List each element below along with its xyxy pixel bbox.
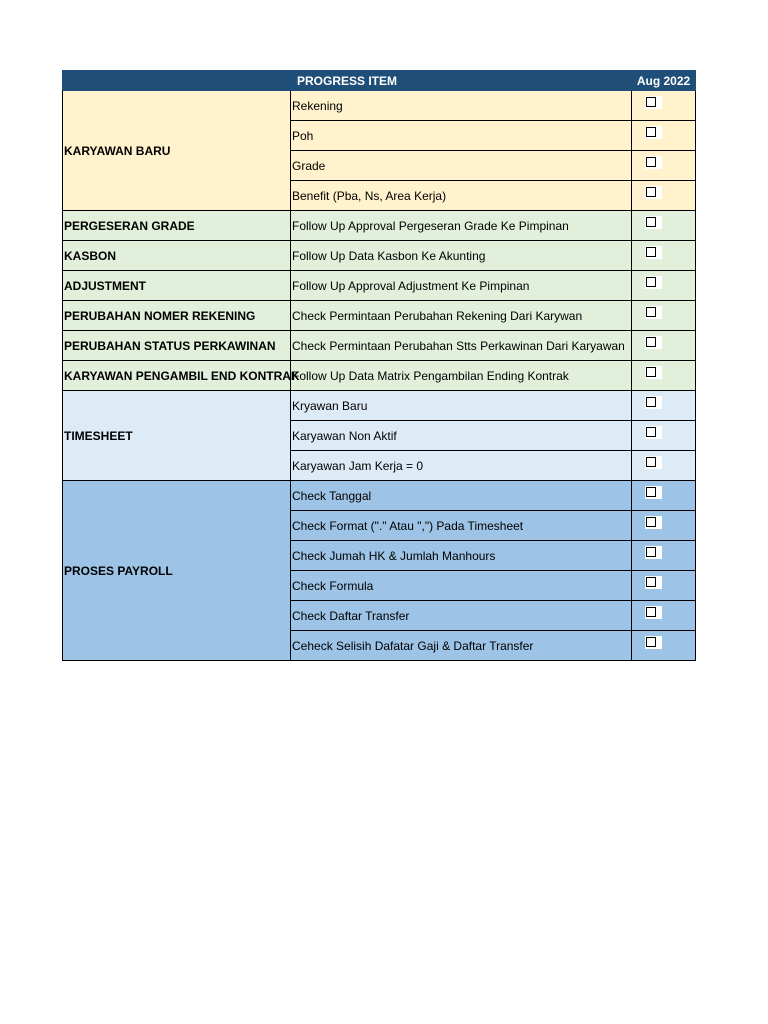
checkbox[interactable] [646,517,656,527]
checkbox-wrapper [645,426,662,439]
checkbox-wrapper [645,486,662,499]
table-row [63,91,696,121]
status-cell [632,511,696,541]
progress-item-label: Follow Up Data Kasbon Ke Akunting [291,241,632,271]
checkbox-wrapper [645,126,662,139]
checkbox[interactable] [646,457,656,467]
table-row [63,331,696,361]
header-row [63,71,696,91]
checkbox-wrapper [645,96,662,109]
progress-item-label: Check Daftar Transfer [291,601,632,631]
progress-item-label: Rekening [291,91,632,121]
progress-item-label: Kryawan Baru [291,391,632,421]
checkbox[interactable] [646,157,656,167]
table-row [63,481,696,511]
checkbox-wrapper [645,606,662,619]
category-label: PERUBAHAN NOMER REKENING [64,308,256,323]
table-row [63,271,696,301]
status-cell [632,361,696,391]
checkbox[interactable] [646,607,656,617]
progress-item-label: Follow Up Approval Pergeseran Grade Ke Pimpinan [291,211,632,241]
table-row [63,241,696,271]
checkbox[interactable] [646,367,656,377]
category-cell [63,301,291,331]
status-cell [632,331,696,361]
checkbox-wrapper [645,246,662,259]
category-label: ADJUSTMENT [64,278,147,293]
progress-item-label: Check Jumah HK & Jumlah Manhours [291,541,632,571]
progress-item-label: Check Tanggal [291,481,632,511]
status-cell [632,451,696,481]
status-cell [632,391,696,421]
checkbox[interactable] [646,337,656,347]
category-label: PERGESERAN GRADE [64,218,195,233]
checkbox[interactable] [646,427,656,437]
category-label: KASBON [64,248,117,263]
checkbox[interactable] [646,547,656,557]
status-cell [632,541,696,571]
progress-item-label: Poh [291,121,632,151]
checkbox-wrapper [645,636,662,649]
status-cell [632,301,696,331]
checkbox[interactable] [646,307,656,317]
checkbox-wrapper [645,306,662,319]
progress-item-label: Check Permintaan Perubahan Rekening Dari Karywan [291,301,632,331]
status-cell [632,181,696,211]
status-cell [632,571,696,601]
status-cell [632,121,696,151]
table-row [63,361,696,391]
checkbox-wrapper [645,276,662,289]
status-cell [632,421,696,451]
progress-item-label: Check Permintaan Perubahan Stts Perkawinan Dari Karyawan [291,331,632,361]
progress-item-label: Karyawan Jam Kerja = 0 [291,451,632,481]
status-cell [632,601,696,631]
category-label: TIMESHEET [64,428,133,443]
checkbox-wrapper [645,516,662,529]
checkbox[interactable] [646,487,656,497]
status-cell [632,271,696,301]
checkbox[interactable] [646,247,656,257]
status-cell [632,151,696,181]
progress-item-header: PROGRESS ITEM [63,71,632,91]
checkbox-wrapper [645,336,662,349]
category-cell [63,91,291,211]
progress-table [62,70,696,661]
status-cell [632,631,696,661]
category-cell [63,361,300,391]
status-cell [632,91,696,121]
category-label: KARYAWAN BARU [64,143,171,158]
progress-item-label: Check Formula [291,571,632,601]
checkbox-wrapper [645,186,662,199]
category-label: PERUBAHAN STATUS PERKAWINAN [64,338,276,353]
checkbox[interactable] [646,127,656,137]
checkbox-wrapper [645,456,662,469]
progress-item-label: Benefit (Pba, Ns, Area Kerja) [291,181,632,211]
status-cell [632,481,696,511]
progress-item-label: Follow Up Approval Adjustment Ke Pimpinan [291,271,632,301]
category-label: KARYAWAN PENGAMBIL END KONTRAK [64,368,300,383]
category-cell [63,481,291,661]
checkbox-wrapper [645,366,662,379]
checkbox[interactable] [646,97,656,107]
checkbox-wrapper [645,546,662,559]
category-cell [63,211,291,241]
category-cell [63,241,291,271]
checkbox[interactable] [646,217,656,227]
category-label: PROSES PAYROLL [64,563,173,578]
checkbox-wrapper [645,156,662,169]
category-cell [63,271,291,301]
table-row [63,391,696,421]
period-header: Aug 2022 [632,71,696,91]
progress-item-label: Follow Up Data Matrix Pengambilan Ending Kontrak [291,361,632,391]
checkbox[interactable] [646,577,656,587]
progress-item-label: Ceheck Selisih Dafatar Gaji & Daftar Transfer [291,631,632,661]
status-cell [632,211,696,241]
progress-rows [63,91,696,661]
category-cell [63,331,291,361]
progress-item-label: Check Format ("." Atau ",") Pada Timesheet [291,511,632,541]
category-cell [63,391,291,481]
checkbox[interactable] [646,397,656,407]
table-row [63,301,696,331]
table-row [63,211,696,241]
progress-sheet [62,70,695,661]
status-cell [632,241,696,271]
checkbox-wrapper [645,216,662,229]
checkbox-wrapper [645,396,662,409]
progress-item-label: Grade [291,151,632,181]
checkbox-wrapper [645,576,662,589]
checkbox[interactable] [646,277,656,287]
checkbox[interactable] [646,637,656,647]
checkbox[interactable] [646,187,656,197]
progress-item-label: Karyawan Non Aktif [291,421,632,451]
